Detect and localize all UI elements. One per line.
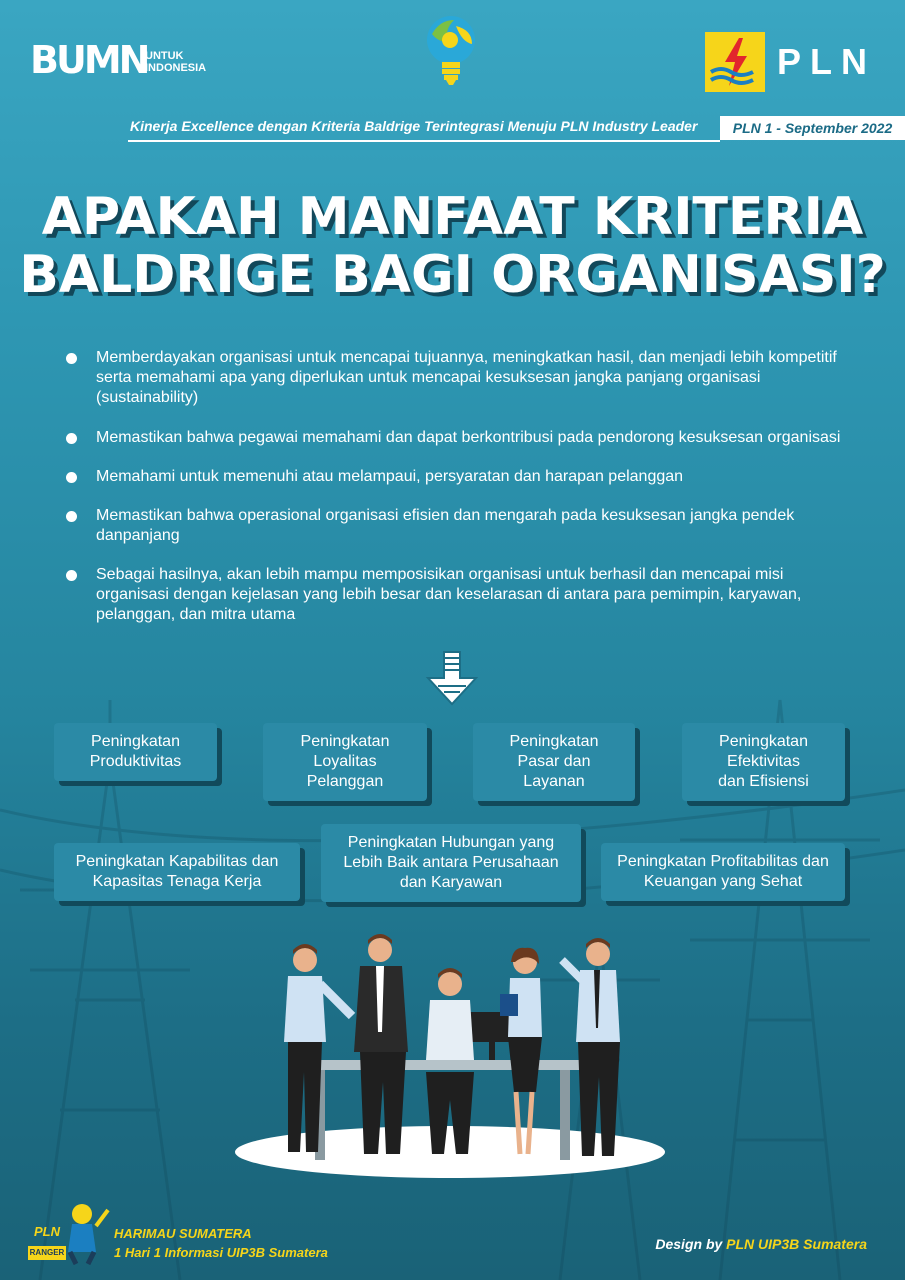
card-line: Peningkatan Kapabilitas dan — [75, 853, 279, 870]
tagline-bar — [0, 116, 905, 142]
tagline: Kinerja Excellence dengan Kriteria Baldrige Terintegrasi Menuju PLN Industry Leader — [130, 118, 698, 134]
pln-ranger-logo — [26, 1200, 111, 1265]
bullet-item — [66, 506, 856, 546]
card-line: dan Efisiensi — [718, 773, 809, 790]
footer-campaign-subtitle: 1 Hari 1 Informasi UIP3B Sumatera — [114, 1245, 328, 1260]
lightbulb-icon — [420, 12, 482, 86]
bullet-dot-icon — [66, 433, 77, 444]
bullet-text: Memberdayakan organisasi untuk mencapai tujuannya, meningkatkan hasil, dan menjadi lebih kompetitif serta memahami apa yang diperlukan untuk mencapai kesuksesan jangka panjang organisasi (sustainability) — [96, 349, 837, 406]
title-line2: BALDRIGE BAGI ORGANISASI? — [19, 245, 886, 305]
bumn-logo — [30, 40, 220, 80]
card-line: Loyalitas — [313, 753, 377, 770]
card-line: Peningkatan — [91, 733, 180, 750]
benefit-card-effectiveness-efficiency — [682, 723, 845, 801]
card-line: Layanan — [523, 773, 585, 790]
tagline-underline — [128, 140, 720, 142]
card-line: Peningkatan Profitabilitas dan — [617, 853, 829, 870]
card-line: Lebih Baik antara Perusahaan — [343, 854, 559, 871]
bumn-subtitle — [145, 50, 206, 74]
footer-campaign-title: HARIMAU SUMATERA — [114, 1226, 252, 1241]
bumn-wordmark: BUMN — [30, 38, 148, 82]
card-line: Peningkatan — [300, 733, 390, 750]
card-line: Efektivitas — [727, 753, 800, 770]
benefit-card-customer-loyalty — [263, 723, 427, 801]
down-arrow-icon — [424, 650, 480, 706]
card-line: Keuangan yang Sehat — [643, 873, 803, 890]
team-meeting-illustration — [230, 932, 670, 1182]
card-line: Peningkatan Hubungan yang — [347, 834, 555, 851]
ranger-label: RANGER — [28, 1246, 66, 1260]
bullet-item — [66, 428, 856, 448]
card-line: Kapasitas Tenaga Kerja — [92, 873, 262, 890]
card-line: dan Karyawan — [399, 874, 503, 891]
bullet-item — [66, 565, 856, 625]
card-line: Peningkatan — [719, 733, 808, 750]
bullet-text: Memastikan bahwa pegawai memahami dan dapat berkontribusi pada pendorong kesuksesan organisasi — [96, 429, 841, 446]
bullet-dot-icon — [66, 511, 77, 522]
bullet-dot-icon — [66, 353, 77, 364]
edition-badge: PLN 1 - September 2022 — [720, 116, 905, 140]
benefit-bullet-list — [66, 348, 856, 625]
bullet-dot-icon — [66, 472, 77, 483]
bullet-item — [66, 348, 856, 408]
benefit-card-productivity — [54, 723, 217, 781]
bullet-text: Memastikan bahwa operasional organisasi efisien dan mengarah pada kesuksesan jangka pendek danpanjang — [96, 507, 795, 544]
ranger-pln-text: PLN — [34, 1224, 60, 1239]
bullet-text: Memahami untuk memenuhi atau melampaui, persyaratan dan harapan pelanggan — [96, 468, 684, 485]
pln-wordmark: PLN — [777, 41, 876, 82]
benefit-card-employee-relations — [321, 824, 581, 902]
title-line1: APAKAH MANFAAT KRITERIA — [41, 187, 864, 247]
pln-lightning-icon — [705, 32, 765, 92]
design-credit — [655, 1236, 867, 1252]
bumn-subtitle-line2: INDONESIA — [145, 62, 207, 74]
card-line: Produktivitas — [89, 753, 182, 770]
benefit-card-workforce-capability — [54, 843, 300, 901]
page-title — [0, 188, 905, 304]
design-credit-prefix: Design by — [655, 1236, 727, 1252]
card-line: Pelanggan — [306, 773, 384, 790]
pln-logo — [705, 32, 875, 92]
card-line: Pasar dan — [517, 753, 591, 770]
bullet-text: Sebagai hasilnya, akan lebih mampu memposisikan organisasi untuk berhasil dan mencapai misi organisasi dengan kejelasan yang lebih besar dan keselarasan di antara para pemimpin, karyawan, pelanggan, dan mitra utama — [96, 566, 802, 623]
benefit-card-market-services — [473, 723, 635, 801]
bumn-subtitle-line1: UNTUK — [145, 50, 184, 62]
card-line: Peningkatan — [509, 733, 599, 750]
bullet-item — [66, 467, 856, 487]
benefit-card-profitability — [601, 843, 845, 901]
bullet-dot-icon — [66, 570, 77, 581]
design-credit-name: PLN UIP3B Sumatera — [726, 1236, 867, 1252]
